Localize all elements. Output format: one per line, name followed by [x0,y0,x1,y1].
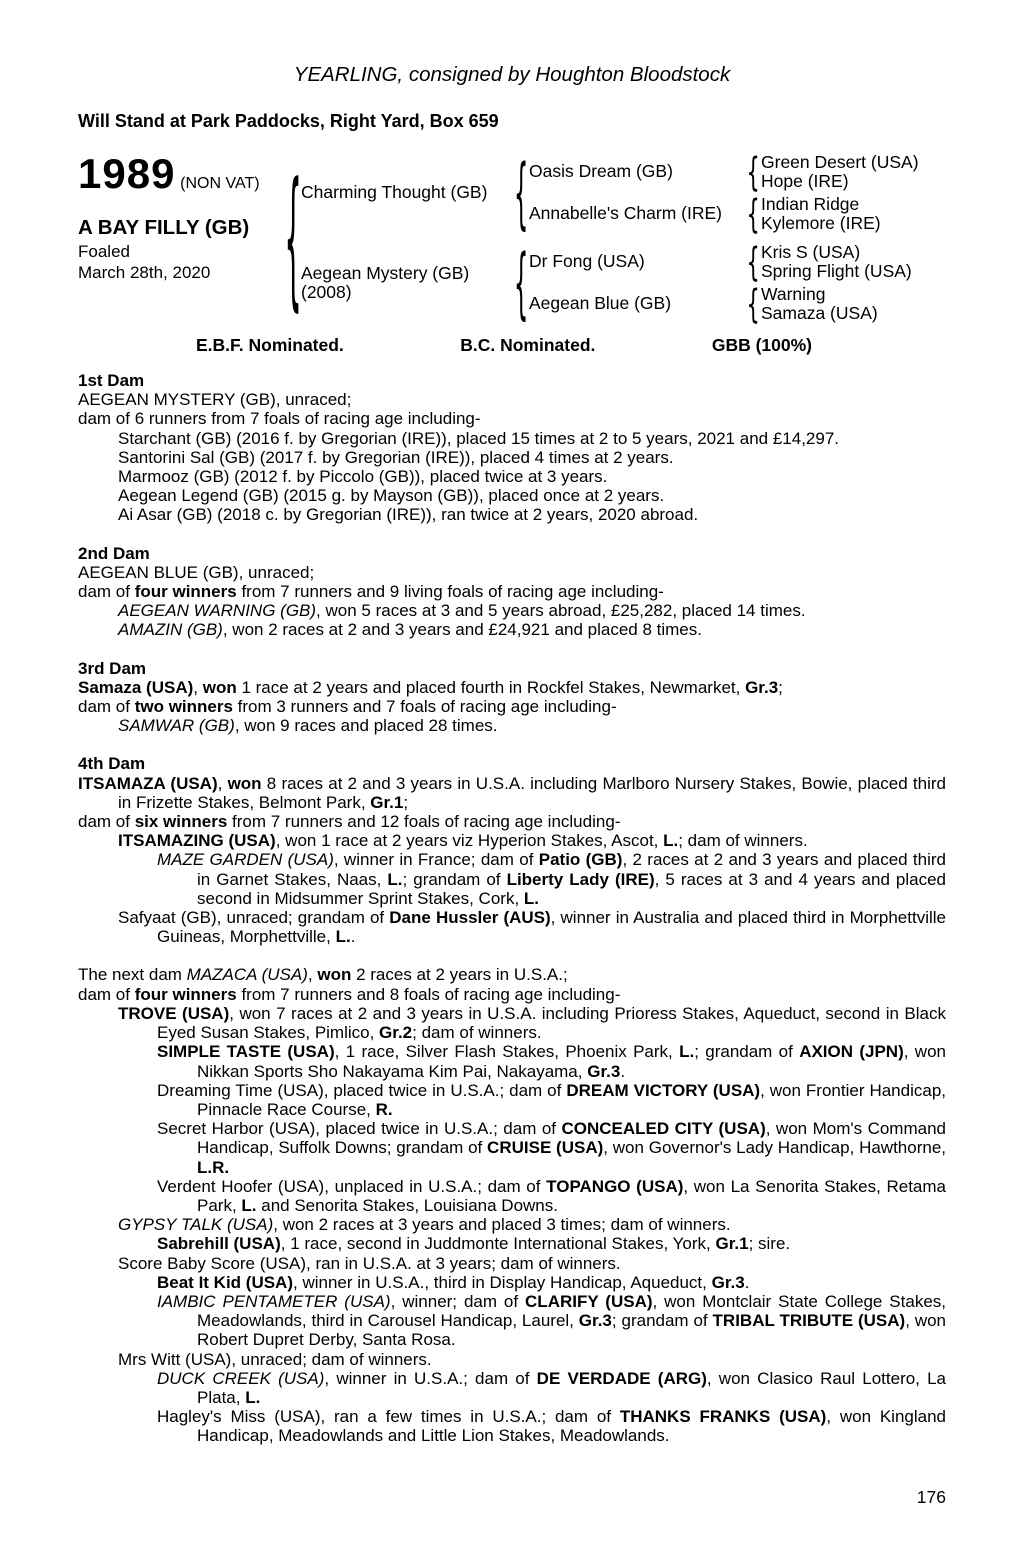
dam-dam-name: Aegean Blue (GB) [529,293,672,314]
pedigree-paragraph [78,1215,946,1234]
text-segment: Sabrehill (USA) [157,1234,281,1254]
text-segment: L. [387,869,403,889]
text-segment: , won Clasico Raul Lottero, La Plata, [197,1368,946,1407]
great-grandsire-name: Green Desert (USA) [761,151,919,172]
pedigree-brace-dam-dam: { [746,281,760,327]
pedigree-paragraph [78,1119,946,1177]
pedigree-paragraph [78,1407,946,1445]
dam-section-heading: 4th Dam [78,754,146,774]
text-segment: from 7 runners and 12 foals of racing age including- [227,812,621,832]
text-segment: , 1 race, second in Juddmonte International Stakes, York, [280,1234,716,1254]
text-segment: Ai Asar (GB) (2018 c. by Gregorian (IRE)), ran twice at 2 years, 2020 abroad. [118,505,699,525]
gbb-status: GBB (100%) [711,335,812,355]
pedigree-brace-main: { [284,151,302,325]
text-segment: L.R. [197,1157,230,1177]
pedigree-paragraph [78,582,946,601]
text-segment: , winner; dam of [390,1291,526,1311]
text-segment: CONCEALED CITY (USA) [561,1119,766,1139]
text-segment: , winner in France; dam of [333,850,539,870]
text-segment: TROVE (USA) [118,1003,230,1023]
text-segment: THANKS FRANKS (USA) [619,1407,827,1427]
text-segment: Verdent Hoofer (USA), unplaced in U.S.A.; dam of [157,1176,547,1196]
text-segment: CRUISE (USA) [487,1138,604,1158]
pedigree-brace-dam-sire: { [746,239,760,285]
text-segment: TRIBAL TRIBUTE (USA) [712,1311,906,1331]
pedigree-paragraph [78,505,946,524]
text-segment: , won La Senorita Stakes, Retama Park, [197,1176,946,1215]
text-segment: , won Frontier Handicap, Pinnacle Race Course, [197,1080,946,1119]
bc-nominated: B.C. Nominated. [460,335,596,355]
pedigree-paragraph [78,774,946,812]
text-segment: L. [679,1042,695,1062]
pedigree-paragraph [78,1254,946,1273]
pedigree-paragraph [78,812,946,831]
text-segment: , won Montclair State College Stakes, Meadowlands, third in Carousel Handicap, Laurel, [197,1291,946,1331]
dam-section [78,754,946,946]
grandsire-row [529,151,919,193]
text-segment: , [193,677,203,697]
text-segment: ; grandam of [402,869,507,889]
sire-sire-name: Oasis Dream (GB) [529,161,673,182]
text-segment: Starchant (GB) (2016 f. by Gregorian (IRE)), placed 15 times at 2 to 5 years, 2021 and £14,297. [118,428,839,448]
dam-dam-parents [761,285,878,324]
great-grandsire-name: Indian Ridge [761,193,860,214]
text-segment: from 3 runners and 7 foals of racing age including- [232,697,617,717]
pedigree-paragraph [78,390,946,409]
pedigree-paragraph [78,563,946,582]
text-segment: MAZE GARDEN (USA) [157,850,334,870]
text-segment: Gr.3 [587,1061,621,1081]
text-segment: DREAM VICTORY (USA) [566,1080,761,1100]
text-segment: ITSAMAZING (USA) [118,831,276,851]
text-segment: Dane Hussler (AUS) [389,908,551,928]
text-segment: Aegean Legend (GB) (2015 g. by Mayson (GB)), placed once at 2 years. [118,486,665,506]
text-segment: , won Robert Dupret Derby, Santa Rosa. [197,1311,947,1350]
text-segment: AEGEAN BLUE (GB), unraced; [78,562,315,582]
pedigree-dam-block [301,237,919,329]
lot-info [78,151,285,283]
text-segment: Mrs Witt (USA), unraced; dam of winners. [118,1349,432,1369]
text-segment: dam of [78,984,135,1004]
pedigree-paragraph [78,850,946,908]
text-segment: dam of [78,697,135,717]
text-segment: ; [403,792,409,812]
text-segment: Gr.3 [578,1311,612,1331]
text-segment: six winners [134,812,228,832]
text-segment: AEGEAN MYSTERY (GB), unraced; [78,390,352,410]
pedigree-tree [284,147,946,329]
sire-grandparents [529,151,919,235]
text-segment: dam of 6 runners from 7 foals of racing age including- [78,409,481,429]
text-segment: , winner in U.S.A.; dam of [324,1368,537,1388]
text-segment: Safyaat (GB), unraced; grandam of [118,908,390,928]
stand-location: Will Stand at Park Paddocks, Right Yard, Box 659 [78,111,499,131]
pedigree-paragraph [78,1081,946,1119]
pedigree-paragraph [78,908,946,946]
pedigree-parents [301,147,919,329]
text-segment: Gr.1 [715,1234,749,1254]
foaled-label: Foaled [78,242,130,262]
text-segment: four winners [134,582,237,602]
text-segment: , won 2 races at 3 years and placed 3 times; dam of winners. [273,1215,731,1235]
text-segment: Gr.3 [745,677,779,697]
text-segment: ; grandam of [694,1042,800,1062]
text-segment: , won Mom's Command Handicap, Suffolk Downs; grandam of [197,1119,946,1158]
text-segment: . [744,1272,750,1292]
text-segment: ; sire. [748,1234,791,1254]
text-segment: , won 9 races and placed 28 times. [234,716,498,736]
pedigree-paragraph [78,1004,946,1042]
great-granddam-name: Samaza (USA) [761,303,878,323]
pedigree-sire-block [301,147,919,239]
dam-section [78,544,946,640]
text-segment: four winners [134,984,237,1004]
pedigree-paragraph [78,467,946,486]
sire-name-text: Charming Thought (GB) [301,182,488,203]
text-segment: DE VERDADE (ARG) [536,1368,707,1388]
text-segment: AEGEAN WARNING (GB) [118,601,317,621]
lot-number: 1989 [78,150,176,197]
text-segment: , 2 races at 2 and 3 years and placed third in Garnet Stakes, Naas, [197,850,947,889]
text-segment: Score Baby Score (USA), ran in U.S.A. at 3 years; dam of winners. [118,1253,621,1273]
text-segment: , winner in Australia and placed third in Morphettville Guineas, Morphettville, [157,908,946,947]
sire-dam-name: Annabelle's Charm (IRE) [529,203,722,224]
dam-section-heading: 2nd Dam [78,543,150,563]
foaled-date: March 28th, 2020 [78,263,211,283]
text-segment: L. [523,888,540,908]
text-segment: , 1 race, Silver Flash Stakes, Phoenix Park, [334,1042,680,1062]
text-segment: AMAZIN (GB) [118,620,223,640]
text-segment: dam of [78,812,135,832]
text-segment: Gr.1 [370,792,404,812]
pedigree-paragraph [78,1042,946,1080]
dam-grandparents [529,241,912,325]
pedigree-paragraph [78,486,946,505]
text-segment: , won 7 races at 2 and 3 years in U.S.A. including Prioress Stakes, Aqueduct, second in Black Eyed Susan Stakes, Pimlico, [157,1003,946,1043]
text-segment: Santorini Sal (GB) (2017 f. by Gregorian (IRE)), placed 4 times at 2 years. [118,447,674,467]
pedigree-paragraph [78,1273,946,1292]
text-segment: won [202,677,237,697]
pedigree-paragraph [78,601,946,620]
pedigree-paragraph [78,620,946,639]
text-segment: , winner in U.S.A., third in Display Handicap, Aqueduct, [293,1272,712,1292]
pedigree-paragraph [78,1369,946,1407]
text-segment: DUCK CREEK (USA) [157,1368,325,1388]
dam-section [78,965,946,1445]
text-segment: CLARIFY (USA) [525,1291,653,1311]
text-segment: , [307,965,318,985]
text-segment: L. [245,1387,261,1407]
text-segment: Secret Harbor (USA), placed twice in U.S.A.; dam of [157,1119,562,1139]
granddam-row [529,283,912,325]
text-segment: TOPANGO (USA) [546,1176,684,1196]
pedigree-brace-sire-dam: { [746,191,760,237]
dam-year: (2008) [301,282,352,302]
text-segment: Patio (GB) [538,850,623,870]
text-segment: ITSAMAZA (USA) [78,773,218,793]
text-segment: 1 race at 2 years and placed fourth in Rockfel Stakes, Newmarket, [236,677,746,697]
text-segment: L. [335,927,351,947]
pedigree-brace-dam: { [513,237,529,329]
lot-description: A BAY FILLY (GB) [78,216,250,240]
lot-vat-status: (NON VAT) [180,175,260,192]
text-segment: two winners [134,697,233,717]
page-number: 176 [916,1487,946,1507]
ebf-nominated: E.B.F. Nominated. [196,335,344,355]
text-segment: Marmooz (GB) (2012 f. by Piccolo (GB)), placed twice at 3 years. [118,467,608,487]
consignor-title: YEARLING, consigned by Houghton Bloodstock [293,63,731,86]
grandsire-row [529,241,912,283]
text-segment: ; grandam of [611,1311,713,1331]
nominations-line [196,335,812,355]
pedigree-paragraph [78,697,946,716]
lot-block [78,147,946,329]
text-segment: MAZACA (USA) [186,965,308,985]
text-segment: 8 races at 2 and 3 years in U.S.A. including Marlboro Nursery Stakes, Bowie, placed third in Frizette Stakes, Belmont Park, [118,773,946,812]
text-segment: won [317,965,352,985]
text-segment: , won 2 races at 2 and 3 years and £24,921 and placed 8 times. [222,620,702,640]
great-grandsire-name: Kris S (USA) [761,241,861,262]
pedigree-paragraph [78,409,946,428]
text-segment: , [217,773,228,793]
text-segment: ; dam of winners. [678,831,808,851]
pedigree-paragraph [78,678,946,697]
pedigree-paragraph [78,716,946,735]
pedigree-brace-sire: { [513,147,529,239]
text-segment: . [350,927,356,947]
text-segment: R. [375,1099,393,1119]
text-segment: GYPSY TALK (USA) [118,1215,274,1235]
pedigree-paragraph [78,985,946,1004]
great-granddam-name: Hope (IRE) [761,171,849,191]
sire-name [301,183,513,203]
sire-dam-parents [761,195,881,234]
pedigree-paragraph [78,1234,946,1253]
great-granddam-name: Spring Flight (USA) [761,261,912,281]
text-segment: Gr.3 [711,1272,745,1292]
text-segment: AXION (JPN) [799,1042,904,1062]
dam-section [78,371,946,525]
text-segment: SIMPLE TASTE (USA) [157,1042,335,1062]
pedigree-paragraph [78,965,946,984]
great-granddam-name: Kylemore (IRE) [761,213,881,233]
text-segment: Beat It Kid (USA) [157,1272,293,1292]
text-segment: Dreaming Time (USA), placed twice in U.S.A.; dam of [157,1080,567,1100]
text-segment: Samaza (USA) [78,677,194,697]
dam-sire-parents [761,243,912,282]
text-segment: , won Kingland Handicap, Meadowlands and Little Lion Stakes, Meadowlands. [197,1407,946,1446]
text-segment: from 7 runners and 8 foals of racing age including- [236,984,621,1004]
dam-name [301,264,513,303]
text-segment: , won 5 races at 3 and 5 years abroad, £25,282, placed 14 times. [316,601,806,621]
text-segment: , won Governor's Lady Handicap, Hawthorne, [603,1138,947,1158]
text-segment: from 7 runners and 9 living foals of racing age including- [236,582,664,602]
text-segment: Liberty Lady (IRE) [506,869,655,889]
sire-sire-parents [761,153,919,192]
text-segment: , 5 races at 3 and 4 years and placed second in Midsummer Sprint Stakes, Cork, [197,869,947,908]
pedigree-paragraph [78,1177,946,1215]
text-segment: Gr.2 [379,1023,413,1043]
dam-name-text: Aegean Mystery (GB) [301,262,470,283]
text-segment: Hagley's Miss (USA), ran a few times in U.S.A.; dam of [157,1407,620,1427]
pedigree-paragraph [78,429,946,448]
text-segment: . [620,1061,626,1081]
text-segment: and Senorita Stakes, Louisiana Downs. [256,1195,558,1215]
text-segment: , won Nikkan Sports Sho Nakayama Kim Pai, Nakayama, [197,1042,946,1081]
text-segment: won [227,773,262,793]
text-segment: ; dam of winners. [412,1023,542,1043]
text-segment: L. [241,1195,257,1215]
great-grandsire-name: Warning [761,283,826,304]
dam-section-heading: 1st Dam [78,371,145,390]
pedigree-paragraph [78,831,946,850]
dam-section-heading: 3rd Dam [78,658,147,678]
pedigree-brace-sire-sire: { [746,149,760,195]
text-segment: IAMBIC PENTAMETER (USA) [157,1291,391,1311]
text-segment: SAMWAR (GB) [118,716,235,736]
text-segment: dam of [78,582,135,602]
pedigree-paragraph [78,1350,946,1369]
text-segment: , won 1 race at 2 years viz Hyperion Stakes, Ascot, [275,831,664,851]
granddam-row [529,193,919,235]
text-segment: L. [663,831,679,851]
pedigree-paragraph [78,448,946,467]
text-segment: 2 races at 2 years in U.S.A.; [351,965,568,985]
lot-number-line [78,150,285,197]
dam-sections [78,371,946,1446]
text-segment: The next dam [78,965,187,985]
dam-section [78,659,946,736]
pedigree-paragraph [78,1292,946,1350]
dam-sire-name: Dr Fong (USA) [529,251,645,272]
text-segment: ; [778,677,783,697]
